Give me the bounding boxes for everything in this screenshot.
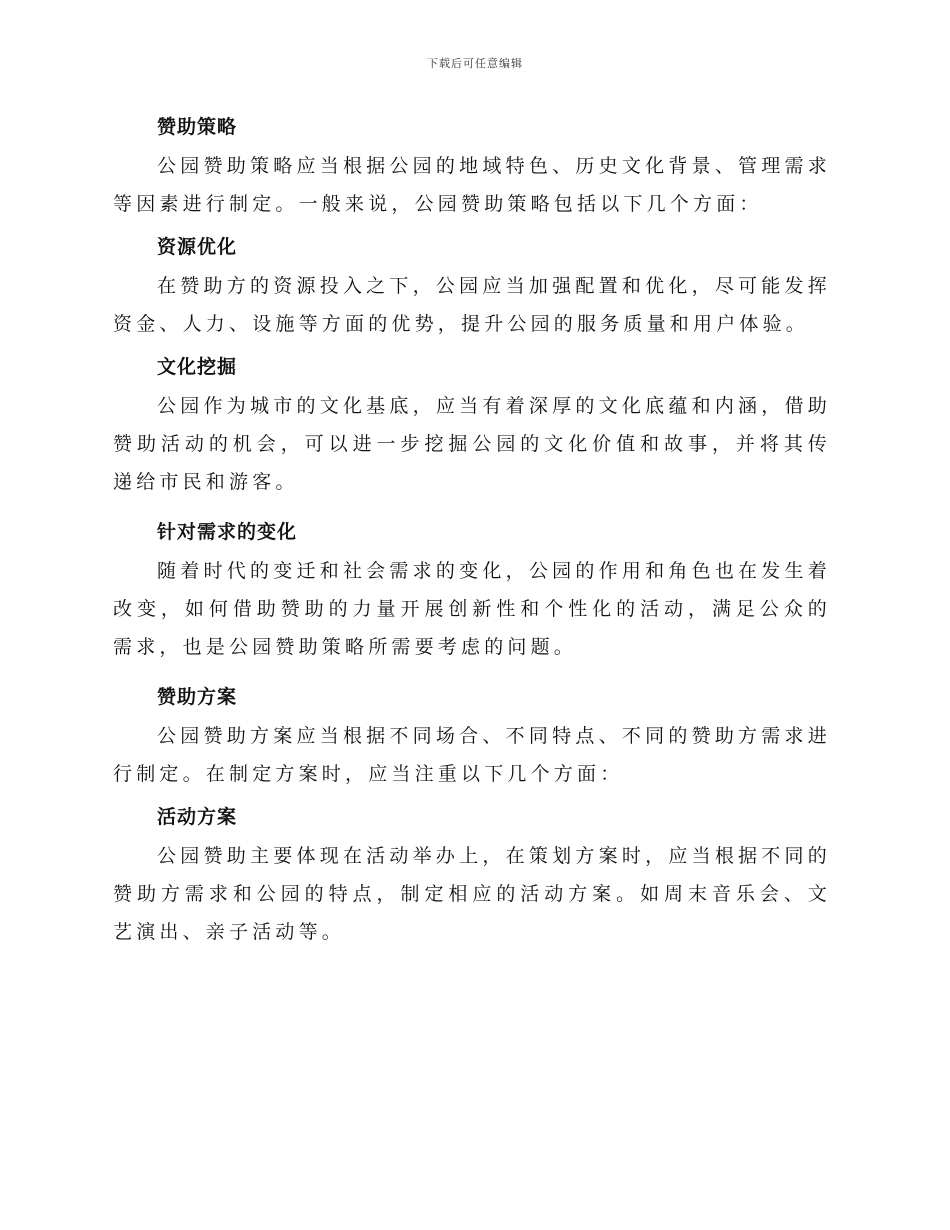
section-heading-changing-needs: 针对需求的变化 <box>157 521 298 543</box>
section-paragraph-sponsorship-strategy: 公园赞助策略应当根据公园的地域特色、历史文化背景、管理需求等因素进行制定。一般来说，公园赞助策略包括以下几个方面： <box>113 155 831 215</box>
section-heading-activity-plan: 活动方案 <box>157 806 238 828</box>
section-heading-resource-optimization: 资源优化 <box>157 236 238 258</box>
section-paragraph-sponsorship-plan: 公园赞助方案应当根据不同场合、不同特点、不同的赞助方需求进行制定。在制定方案时，应当注重以下几个方面： <box>113 725 831 785</box>
section-paragraph-activity-plan: 公园赞助主要体现在活动举办上，在策划方案时，应当根据不同的赞助方需求和公园的特点，制定相应的活动方案。如周末音乐会、文艺演出、亲子活动等。 <box>113 845 831 943</box>
page-header: 下载后可任意编辑 <box>427 57 523 70</box>
section-paragraph-resource-optimization: 在赞助方的资源投入之下，公园应当加强配置和优化，尽可能发挥资金、人力、设施等方面的优势，提升公园的服务质量和用户体验。 <box>113 275 831 335</box>
document-body <box>113 110 831 958</box>
section-paragraph-changing-needs: 随着时代的变迁和社会需求的变化，公园的作用和角色也在发生着改变，如何借助赞助的力量开展创新性和个性化的活动，满足公众的需求，也是公园赞助策略所需要考虑的问题。 <box>113 560 831 658</box>
section-paragraph-culture-mining: 公园作为城市的文化基底，应当有着深厚的文化底蕴和内涵，借助赞助活动的机会，可以进一步挖掘公园的文化价值和故事，并将其传递给市民和游客。 <box>113 395 831 493</box>
section-heading-culture-mining: 文化挖掘 <box>157 356 238 378</box>
section-heading-sponsorship-strategy: 赞助策略 <box>157 116 238 138</box>
section-heading-sponsorship-plan: 赞助方案 <box>157 686 238 708</box>
